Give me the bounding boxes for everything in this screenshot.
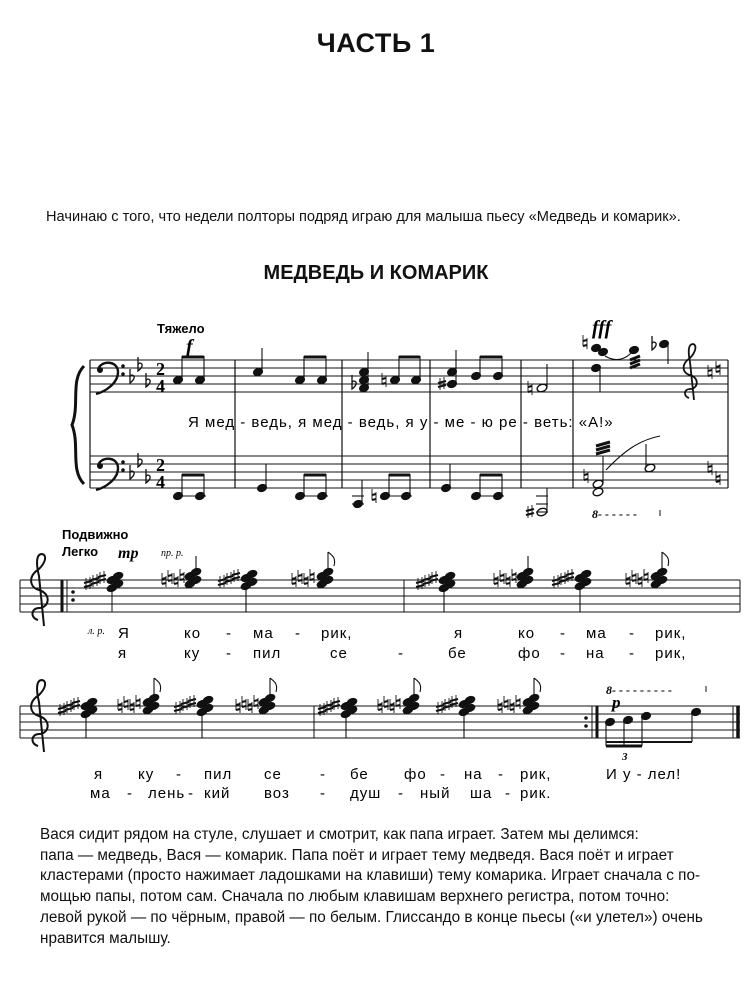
upper-staff <box>90 360 728 392</box>
system-mosquito-1 <box>20 527 740 662</box>
svg-text:-: - <box>560 625 566 642</box>
svg-text:на: на <box>464 766 483 783</box>
svg-text:-: - <box>560 645 566 662</box>
svg-text:2: 2 <box>156 455 165 475</box>
description-paragraph <box>40 825 740 949</box>
svg-text:-: - <box>188 785 194 802</box>
time-signature <box>156 359 165 492</box>
svg-text:я: я <box>118 645 128 662</box>
svg-text:я: я <box>454 625 464 642</box>
svg-text:-: - <box>295 625 301 642</box>
system-mosquito-2 <box>20 678 740 802</box>
bass-clef-icon <box>96 459 125 490</box>
lyrics-mosquito-line3 <box>94 766 681 783</box>
right-hand-marking: пр. р. <box>161 548 184 559</box>
svg-text:-: - <box>505 785 511 802</box>
svg-text:4: 4 <box>156 376 165 396</box>
svg-text:бе: бе <box>448 645 467 662</box>
svg-text:ша: ша <box>470 785 493 802</box>
svg-text:се: се <box>330 645 348 662</box>
svg-text:-: - <box>398 785 404 802</box>
svg-text:-: - <box>629 645 635 662</box>
svg-text:-: - <box>498 766 504 783</box>
svg-text:пил: пил <box>253 645 282 662</box>
paragraph-line: Вася сидит рядом на стуле, слушает и смотрит, как папа играет. Затем мы делимся: <box>40 826 639 843</box>
svg-text:фо: фо <box>404 766 427 783</box>
ottava-alta: 8- - - - - - - - - <box>606 683 672 697</box>
character-marking: Легко <box>62 544 99 559</box>
intro-sentence: Начинаю с того, что недели полторы подряд играю для малыша пьесу «Медведь и комарик». <box>46 209 681 225</box>
lyrics-mosquito-line2 <box>118 645 686 662</box>
svg-text:-: - <box>176 766 182 783</box>
svg-text:4: 4 <box>156 472 165 492</box>
dynamic-forte: f <box>186 336 193 358</box>
svg-text:рик,: рик, <box>321 625 353 642</box>
glissando-notes <box>605 707 702 746</box>
svg-text:-: - <box>320 766 326 783</box>
svg-text:душ: душ <box>350 785 382 802</box>
staff <box>20 580 740 612</box>
cluster-chords <box>58 678 541 738</box>
svg-text:фо: фо <box>518 645 541 662</box>
cluster-chords <box>84 552 669 612</box>
lyrics-mosquito-line1 <box>118 625 686 642</box>
svg-text:-: - <box>440 766 446 783</box>
svg-text:рик,: рик, <box>520 766 552 783</box>
svg-text:пил: пил <box>204 766 233 783</box>
svg-text:-: - <box>629 625 635 642</box>
lyrics-ending: И у - лел! <box>606 766 682 783</box>
upper-notes <box>173 335 670 395</box>
dynamic-p: p <box>612 693 621 712</box>
tuplet-number: 3 <box>622 751 628 763</box>
svg-text:на: на <box>586 645 605 662</box>
paragraph-line: нравится малышу. <box>40 929 171 947</box>
svg-text:воз: воз <box>264 785 290 802</box>
lyrics-bear: Я мед - ведь, я мед - ведь, я у - ме - ю ре - веть: «А!» <box>188 414 614 431</box>
tempo-marking: Тяжело <box>157 321 205 336</box>
paragraph-line: кластерами (просто нажимает ладошками на клавиши) тему комарика. Играет сначала с по- <box>40 867 701 885</box>
svg-text:ко: ко <box>518 625 536 642</box>
svg-text:ный: ный <box>420 785 451 802</box>
tempo-marking: Подвижно <box>62 527 129 542</box>
svg-text:-: - <box>226 625 232 642</box>
svg-text:ма: ма <box>586 625 607 642</box>
paragraph-line: папа — медведь, Вася — комарик. Папа поёт и играет тему медведя. Вася поёт и играет <box>40 846 674 864</box>
svg-text:ма: ма <box>90 785 111 802</box>
svg-text:бе: бе <box>350 766 369 783</box>
svg-text:-: - <box>226 645 232 662</box>
dynamic-fff: fff <box>592 317 612 339</box>
treble-clef-icon <box>31 554 48 626</box>
svg-text:ма: ма <box>253 625 274 642</box>
svg-text:-: - <box>320 785 326 802</box>
grand-staff-brace <box>72 366 84 484</box>
svg-text:ко: ко <box>184 625 202 642</box>
svg-text:рик,: рик, <box>655 625 687 642</box>
ottava-bassa: 8- - - - - - <box>592 507 637 521</box>
piece-title: МЕДВЕДЬ И КОМАРИК <box>263 262 489 284</box>
system-bear <box>72 317 728 521</box>
svg-text:-: - <box>398 645 404 662</box>
staff <box>20 706 740 738</box>
lyrics-mosquito-line4 <box>90 785 551 802</box>
svg-text:ку: ку <box>138 766 155 783</box>
svg-text:-: - <box>127 785 133 802</box>
svg-text:я: я <box>94 766 104 783</box>
svg-text:рик.: рик. <box>520 785 552 802</box>
svg-text:се: се <box>264 766 282 783</box>
paragraph-line: мощью папы, потом сам. Сначала по любым клавишам верхнего регистра, потом точно: <box>40 888 670 906</box>
bass-clef-icon <box>96 363 125 394</box>
treble-clef-icon <box>31 680 48 752</box>
svg-text:рик,: рик, <box>655 645 687 662</box>
svg-text:Я: Я <box>118 625 130 642</box>
lower-notes <box>173 436 660 518</box>
chapter-title: ЧАСТЬ 1 <box>316 28 436 58</box>
lower-staff <box>90 456 728 488</box>
svg-text:лень: лень <box>148 785 186 802</box>
svg-text:2: 2 <box>156 359 165 379</box>
svg-text:кий: кий <box>204 785 231 802</box>
dynamic-mp: mp <box>118 545 139 562</box>
left-hand-marking: л. р. <box>88 626 105 637</box>
svg-text:ку: ку <box>184 645 201 662</box>
paragraph-line: левой рукой — по чёрным, правой — по белым. Глиссандо в конце пьесы («и улетел») очень <box>40 908 703 926</box>
